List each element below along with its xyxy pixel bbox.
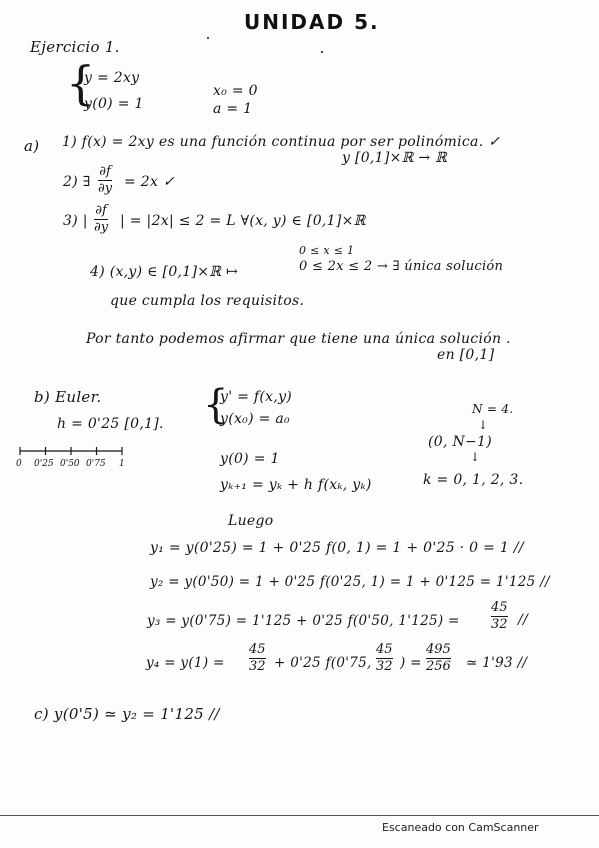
luego-label: Luego [228,513,274,529]
partial-derivative-fraction [98,165,112,196]
tick-label: 0'50 [60,459,80,469]
scanner-watermark: Escaneado con CamScanner [382,821,539,834]
ode-equation: y = 2xy [84,70,140,86]
y4-middle: + 0'25 f(0'75, [274,655,372,671]
condition-2-pre: 2) ∃ [63,174,91,190]
condition-2-post: = 2x ✓ [124,174,175,190]
x0-value: x₀ = 0 [213,83,258,99]
euler-system-brace: { [203,382,229,428]
tick-label: 0'25 [34,459,54,469]
fraction-denominator: ∂y [94,220,109,235]
y4-fraction [426,643,451,674]
y4-result: ≃ 1'93 // [466,655,528,671]
conclusion: Por tanto podemos afirmar que tiene una única solución . [86,331,511,347]
fraction-denominator: ∂y [98,181,113,196]
condition-1-domain: y [0,1]×ℝ → ℝ [342,150,448,166]
fraction-numerator: 45 [376,642,393,657]
tick-label: 0'75 [86,459,106,469]
part-a-label: a) [24,137,40,155]
condition-4-inequality-2: 0 ≤ 2x ≤ 2 → ∃ única solución [299,259,504,274]
part-c-answer: c) y(0'5) ≃ y₂ = 1'125 // [34,705,220,723]
y4-fraction [249,643,266,674]
arrow-down: ↓ [470,450,481,464]
euler-ode: y' = f(x,y) [220,389,293,405]
y4-fraction [376,643,393,674]
y3-end-mark: // [518,612,529,628]
step-size: h = 0'25 [0,1]. [57,416,164,432]
fraction-denominator: 256 [426,659,451,674]
tick-label: 1 [119,459,125,469]
a-value: a = 1 [213,101,253,117]
partial-derivative-fraction [94,204,108,235]
n-value: N = 4. [472,402,514,416]
page-title: UNIDAD 5. [244,10,380,34]
fraction-numerator: 45 [491,600,508,615]
exercise-heading: Ejercicio 1. [30,38,120,56]
fraction-numerator: ∂f [95,203,107,218]
condition-4: 4) (x,y) ∈ [0,1]×ℝ ↦ [90,264,238,280]
condition-1: 1) f(x) = 2xy es una función continua por ser polinómica. ✓ [62,134,501,150]
k-values: k = 0, 1, 2, 3. [423,472,524,488]
fraction-numerator: 495 [426,642,451,657]
system-brace: { [66,56,96,110]
euler-initial-condition: y(x₀) = a₀ [220,411,290,427]
condition-3-pre: 3) | [63,213,88,229]
index-range: (0, N−1) [428,434,493,450]
condition-3-post: | = |2x| ≤ 2 = L ∀(x, y) ∈ [0,1]×ℝ [120,213,366,229]
ink-speck [207,37,209,39]
fraction-numerator: 45 [249,642,266,657]
fraction-numerator: ∂f [99,164,111,179]
y4-equals: ) = [400,655,422,671]
euler-step-y2: y₂ = y(0'50) = 1 + 0'25 f(0'25, 1) = 1 + 0'125 = 1'125 // [150,574,550,590]
fraction-denominator: 32 [376,659,393,674]
euler-start-value: y(0) = 1 [220,451,280,467]
euler-step-y1: y₁ = y(0'25) = 1 + 0'25 f(0, 1) = 1 + 0'25 · 0 = 1 // [150,540,524,556]
condition-4-continuation: que cumpla los requisitos. [110,293,305,309]
conclusion-interval: en [0,1] [437,347,495,363]
euler-step-y4: y₄ = y(1) = [146,655,225,671]
fraction-denominator: 32 [249,659,266,674]
fraction-denominator: 32 [491,617,508,632]
page-edge-line [0,815,599,816]
initial-condition: y(0) = 1 [84,96,144,112]
tick-label: 0 [16,459,22,469]
part-b-label: b) Euler. [34,388,102,406]
euler-recurrence: yₖ₊₁ = yₖ + h f(xₖ, yₖ) [220,477,372,493]
ink-speck [321,51,323,53]
euler-step-y3: y₃ = y(0'75) = 1'125 + 0'25 f(0'50, 1'125) = [147,613,460,629]
condition-4-inequality-1: 0 ≤ x ≤ 1 [299,244,355,257]
arrow-down: ↓ [478,418,489,432]
y3-fraction [491,601,508,632]
